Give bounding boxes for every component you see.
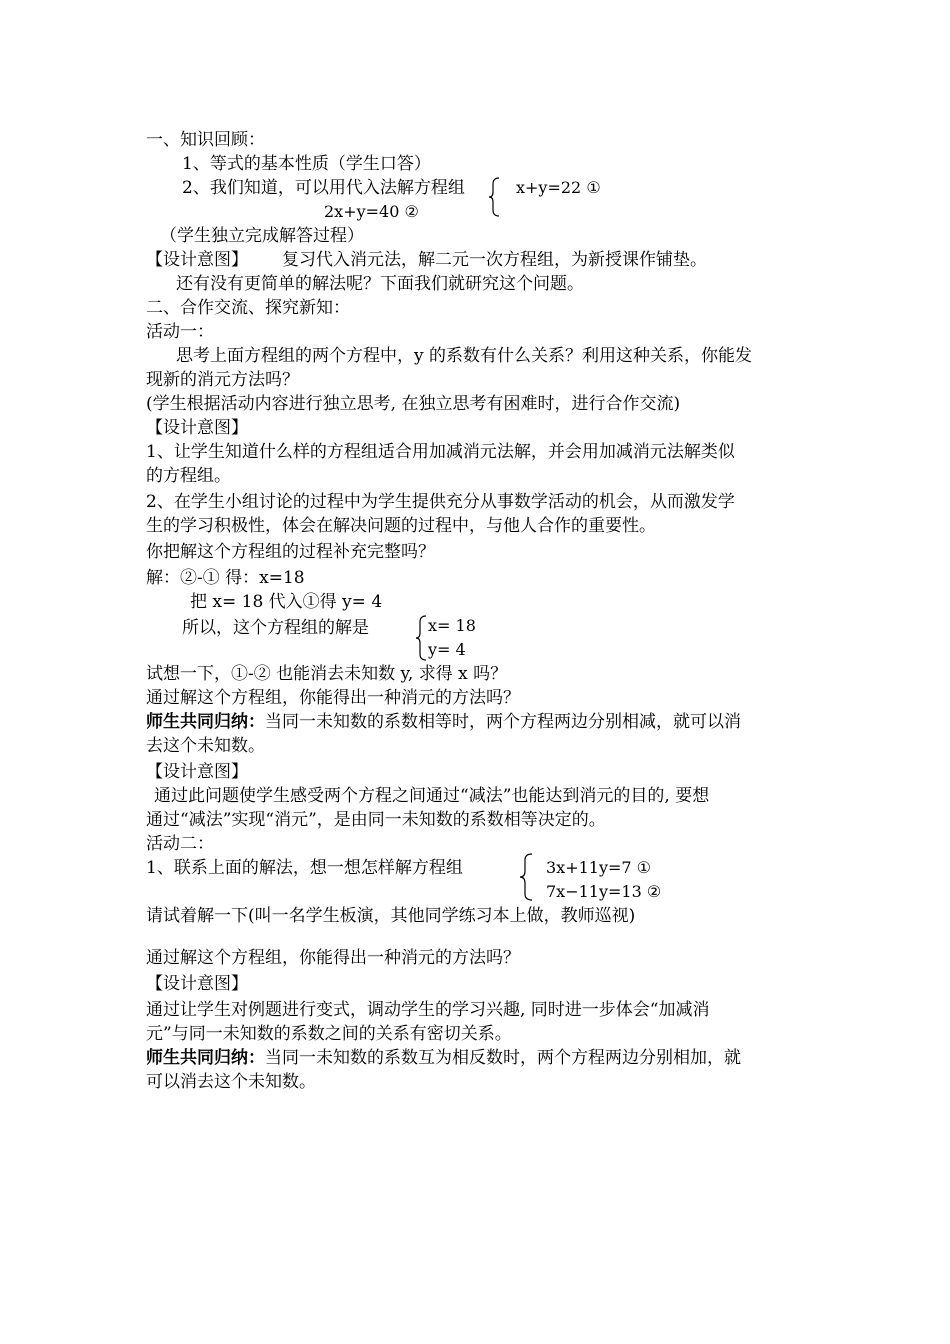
text-line: 还有没有更简单的解法呢？下面我们就研究这个问题。 bbox=[176, 274, 584, 294]
equation-4: 7x−11y=13 ② bbox=[546, 882, 662, 901]
text-line: 生的学习积极性，体会在解决问题的过程中，与他人合作的重要性。 bbox=[146, 516, 656, 536]
text-line: 思考上面方程组的两个方程中，y 的系数有什么关系？利用这种关系，你能发 bbox=[176, 346, 753, 366]
design-intent-heading: 【设计意图】 bbox=[146, 418, 248, 438]
text-line: 通过此问题使学生感受两个方程之间通过“减法”也能达到消元的目的, 要想 bbox=[154, 786, 710, 806]
brace-icon bbox=[487, 176, 503, 218]
activity-heading-2: 活动二： bbox=[146, 834, 214, 854]
text-line: 的方程组。 bbox=[146, 466, 231, 486]
text-line: 通过解这个方程组，你能得出一种消元的方法吗？ bbox=[146, 688, 520, 708]
summary-text: 当同一未知数的系数相等时，两个方程两边分别相减，就可以消 bbox=[265, 712, 741, 732]
text-line: 元”与同一未知数的系数之间的关系有密切关系。 bbox=[146, 1024, 512, 1044]
design-intent-heading: 【设计意图】 bbox=[146, 250, 248, 270]
solution-line: 把 x= 18 代入①得 y= 4 bbox=[190, 592, 383, 612]
solution-line: 所以，这个方程组的解是 bbox=[182, 618, 369, 638]
summary-text: 当同一未知数的系数互为相反数时，两个方程两边分别相加，就 bbox=[265, 1048, 741, 1068]
text-line: 现新的消元方法吗？ bbox=[146, 370, 299, 390]
activity-heading-1: 活动一： bbox=[146, 322, 214, 342]
text-line: 1、联系上面的解法，想一想怎样解方程组 bbox=[146, 858, 463, 878]
summary-heading: 师生共同归纳： bbox=[146, 1048, 265, 1068]
summary-heading: 师生共同归纳： bbox=[146, 712, 265, 732]
brace-icon bbox=[518, 852, 536, 902]
text-line: 你把解这个方程组的过程补充完整吗？ bbox=[146, 542, 435, 562]
section-heading-2: 二、合作交流、探究新知： bbox=[146, 298, 350, 318]
solution-x: x= 18 bbox=[428, 616, 476, 635]
design-intent-line bbox=[146, 248, 707, 272]
design-intent-heading: 【设计意图】 bbox=[146, 762, 248, 782]
section-heading-1: 一、知识回顾： bbox=[146, 130, 265, 150]
text-line: 可以消去这个未知数。 bbox=[146, 1072, 316, 1092]
solution-line: 解：②-① 得：x=18 bbox=[146, 568, 305, 588]
solution-y: y= 4 bbox=[428, 640, 466, 659]
text-line: 去这个未知数。 bbox=[146, 736, 265, 756]
design-intent-heading: 【设计意图】 bbox=[146, 974, 248, 994]
equation-1: x+y=22 ① bbox=[516, 178, 601, 197]
design-intent-text: 复习代入消元法，解二元一次方程组，为新授课作铺垫。 bbox=[282, 250, 707, 270]
text-line: 2、在学生小组讨论的过程中为学生提供充分从事数学活动的机会，从而激发学 bbox=[146, 492, 735, 512]
text-line: （学生独立完成解答过程） bbox=[160, 226, 364, 246]
text-line: 试想一下，①-② 也能消去未知数 y, 求得 x 吗？ bbox=[146, 664, 508, 684]
text-line: (学生根据活动内容进行独立思考, 在独立思考有困难时，进行合作交流) bbox=[146, 394, 681, 414]
equation-3: 3x+11y=7 ① bbox=[546, 858, 652, 877]
text-line: 2、我们知道，可以用代入法解方程组 bbox=[182, 178, 465, 198]
text-line: 1、等式的基本性质（学生口答） bbox=[182, 154, 431, 174]
summary-line bbox=[146, 1046, 741, 1070]
summary-line bbox=[146, 710, 741, 734]
text-line: 通过“减法”实现“消元”，是由同一未知数的系数相等决定的。 bbox=[146, 810, 606, 830]
text-line: 通过解这个方程组，你能得出一种消元的方法吗？ bbox=[146, 948, 520, 968]
text-line: 1、让学生知道什么样的方程组适合用加减消元法解，并会用加减消元法解类似 bbox=[146, 442, 735, 462]
text-line: 请试着解一下(叫一名学生板演，其他同学练习本上做，教师巡视) bbox=[146, 906, 636, 926]
equation-2: 2x+y=40 ② bbox=[324, 202, 419, 221]
text-line: 通过让学生对例题进行变式，调动学生的学习兴趣, 同时进一步体会“加减消 bbox=[146, 1000, 710, 1020]
